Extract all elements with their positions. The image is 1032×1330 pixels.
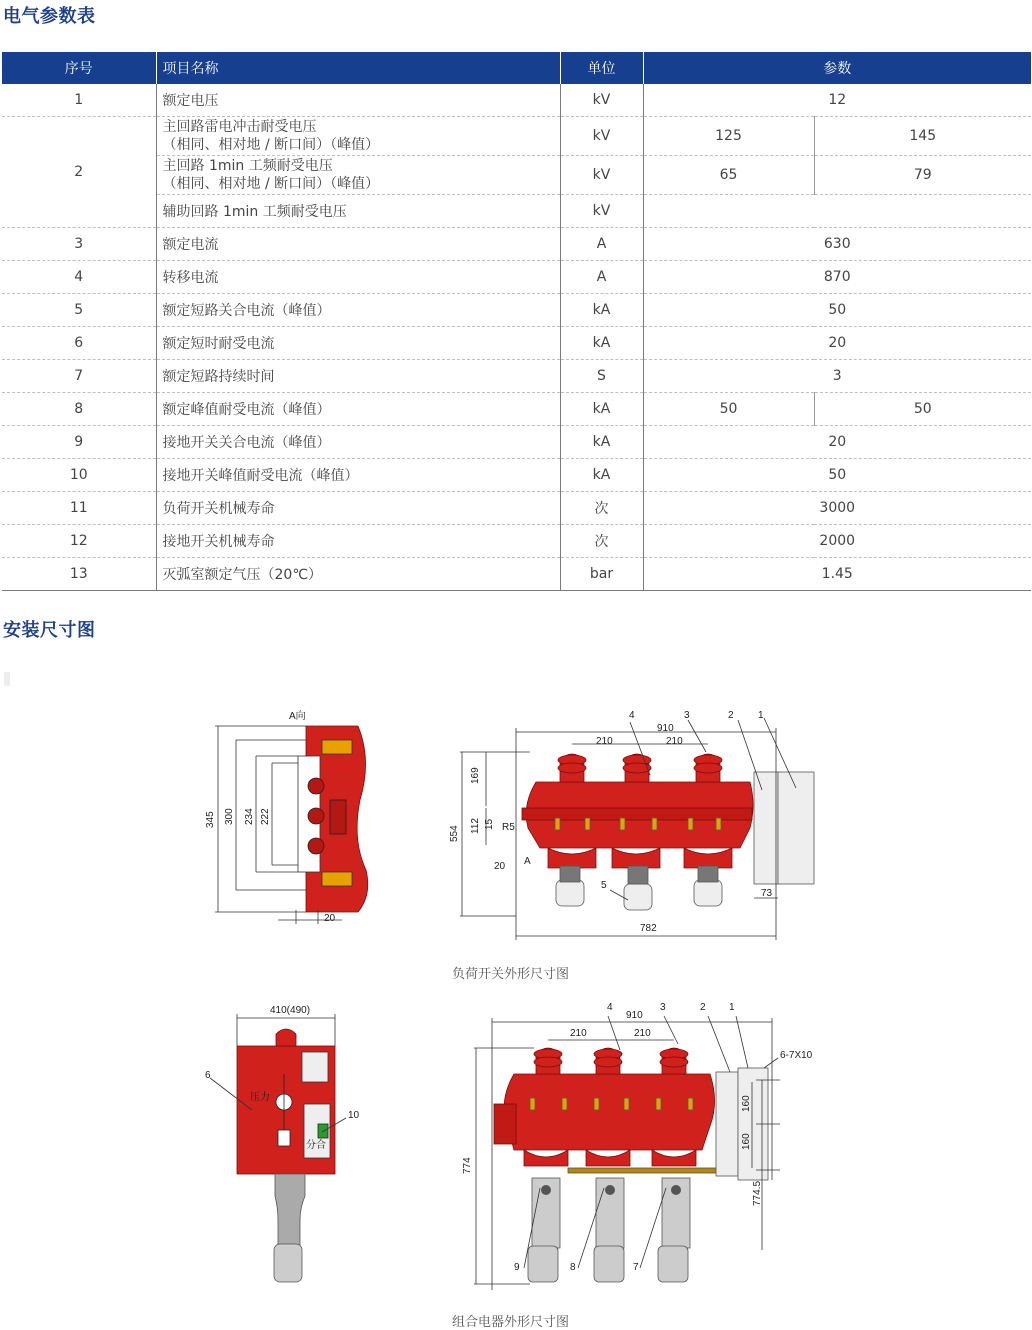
dim-20: 20 bbox=[324, 913, 336, 924]
row-no: 7 bbox=[2, 360, 156, 393]
row-value: 3000 bbox=[643, 492, 1031, 525]
row-name: 接地开关峰值耐受电流（峰值） bbox=[156, 459, 560, 492]
view-a-marker: A bbox=[524, 856, 531, 867]
dim-169: 169 bbox=[470, 767, 481, 784]
row-no: 3 bbox=[2, 228, 156, 261]
row-no: 2 bbox=[2, 117, 156, 228]
header-param: 参数 bbox=[643, 52, 1031, 84]
dim-15: 15 bbox=[484, 818, 495, 830]
row-value-2: 50 bbox=[814, 393, 1031, 426]
row-no: 10 bbox=[2, 459, 156, 492]
combined-apparatus-caption: 组合电器外形尺寸图 bbox=[452, 1315, 570, 1330]
row-unit: 次 bbox=[560, 492, 643, 525]
dim-r5: R5 bbox=[502, 822, 515, 833]
install-section-title: 安装尺寸图 bbox=[3, 620, 96, 641]
row-no: 9 bbox=[2, 426, 156, 459]
row-value-1: 65 bbox=[643, 156, 814, 195]
row-value: 1.45 bbox=[643, 558, 1031, 591]
row-value: 20 bbox=[643, 327, 1031, 360]
dim-774: 774 bbox=[462, 1157, 473, 1174]
row-unit: kV bbox=[560, 117, 643, 156]
row-value: 50 bbox=[643, 459, 1031, 492]
callout-3: 3 bbox=[684, 710, 690, 721]
row-name-line2: （相同、相对地 / 断口间）（峰值） bbox=[162, 176, 380, 192]
row-value: 630 bbox=[643, 228, 1031, 261]
row-unit: kV bbox=[560, 84, 643, 117]
row-value: 12 bbox=[643, 84, 1031, 117]
dim-160-b: 160 bbox=[741, 1133, 752, 1150]
dim-20-front: 20 bbox=[494, 861, 506, 872]
dim-782: 782 bbox=[640, 923, 657, 934]
header-unit: 单位 bbox=[560, 52, 643, 84]
row-name-line2: （相同、相对地 / 断口间）（峰值） bbox=[162, 137, 380, 153]
row-unit: kA bbox=[560, 294, 643, 327]
header-name: 项目名称 bbox=[156, 52, 560, 84]
callout-2-combo: 2 bbox=[700, 1002, 706, 1013]
row-value: 870 bbox=[643, 261, 1031, 294]
params-section-title: 电气参数表 bbox=[3, 6, 96, 27]
row-unit: A bbox=[560, 228, 643, 261]
row-unit: bar bbox=[560, 558, 643, 591]
row-value: 20 bbox=[643, 426, 1031, 459]
callout-3-combo: 3 bbox=[660, 1002, 666, 1013]
row-name: 额定短路关合电流（峰值） bbox=[156, 294, 560, 327]
side-view-label: A向 bbox=[289, 711, 306, 722]
row-unit: A bbox=[560, 261, 643, 294]
pressure-label: 压力 bbox=[250, 1092, 270, 1103]
row-unit: kA bbox=[560, 426, 643, 459]
row-unit: 次 bbox=[560, 525, 643, 558]
dim-410-490: 410(490) bbox=[270, 1005, 311, 1016]
dim-774-5: 774.5 bbox=[752, 1180, 763, 1206]
row-value-1: 125 bbox=[643, 117, 814, 156]
row-no: 1 bbox=[2, 84, 156, 117]
row-name: 额定峰值耐受电流（峰值） bbox=[156, 393, 560, 426]
row-name: 辅助回路 1min 工频耐受电压 bbox=[156, 195, 560, 228]
callout-1: 1 bbox=[758, 710, 764, 721]
callout-7: 7 bbox=[633, 1262, 639, 1273]
row-name: 额定电流 bbox=[156, 228, 560, 261]
dim-345: 345 bbox=[205, 811, 216, 828]
dim-910: 910 bbox=[657, 723, 674, 734]
row-unit: kV bbox=[560, 195, 643, 228]
dim-73: 73 bbox=[761, 888, 773, 899]
row-name: 负荷开关机械寿命 bbox=[156, 492, 560, 525]
row-no: 12 bbox=[2, 525, 156, 558]
dim-210-a: 210 bbox=[596, 736, 613, 747]
callout-8: 8 bbox=[570, 1262, 576, 1273]
dim-112: 112 bbox=[470, 818, 481, 834]
row-unit: kA bbox=[560, 459, 643, 492]
dim-300: 300 bbox=[224, 808, 235, 825]
dim-210-b: 210 bbox=[666, 736, 683, 747]
row-name: 接地开关机械寿命 bbox=[156, 525, 560, 558]
row-value-2: 79 bbox=[814, 156, 1031, 195]
row-value-1: 50 bbox=[643, 393, 814, 426]
row-name: 接地开关关合电流（峰值） bbox=[156, 426, 560, 459]
holes-note: 6-7X10 bbox=[780, 1050, 813, 1061]
dim-210-combo-a: 210 bbox=[570, 1028, 587, 1039]
callout-4-combo: 4 bbox=[607, 1002, 613, 1013]
header-no: 序号 bbox=[2, 52, 156, 84]
row-value: 2000 bbox=[643, 525, 1031, 558]
row-name: 额定短路持续时间 bbox=[156, 360, 560, 393]
row-name: 转移电流 bbox=[156, 261, 560, 294]
dim-222: 222 bbox=[260, 808, 271, 825]
row-name: 额定电压 bbox=[156, 84, 560, 117]
row-value: 3 bbox=[643, 360, 1031, 393]
row-no: 4 bbox=[2, 261, 156, 294]
callout-9: 9 bbox=[514, 1262, 520, 1273]
row-no: 11 bbox=[2, 492, 156, 525]
row-unit: S bbox=[560, 360, 643, 393]
dim-554: 554 bbox=[449, 825, 460, 842]
row-no: 6 bbox=[2, 327, 156, 360]
row-no: 5 bbox=[2, 294, 156, 327]
callout-1-combo: 1 bbox=[729, 1002, 735, 1013]
row-unit: kA bbox=[560, 393, 643, 426]
combined-apparatus-drawing bbox=[474, 1016, 780, 1290]
load-switch-caption: 负荷开关外形尺寸图 bbox=[452, 967, 570, 982]
row-name: 灭弧室额定气压（20℃） bbox=[156, 558, 560, 591]
dim-910-combo: 910 bbox=[626, 1010, 643, 1021]
dim-210-combo-b: 210 bbox=[634, 1028, 651, 1039]
row-unit: kV bbox=[560, 156, 643, 195]
dim-234: 234 bbox=[244, 808, 255, 825]
row-no: 13 bbox=[2, 558, 156, 591]
row-name-line1: 主回路 1min 工频耐受电压 bbox=[162, 158, 333, 174]
row-name: 额定短时耐受电流 bbox=[156, 327, 560, 360]
callout-2: 2 bbox=[728, 710, 734, 721]
row-unit: kA bbox=[560, 327, 643, 360]
callout-5: 5 bbox=[601, 880, 607, 891]
side-view-drawing bbox=[215, 726, 368, 924]
row-value: 50 bbox=[643, 294, 1031, 327]
row-name-line1: 主回路雷电冲击耐受电压 bbox=[162, 119, 317, 135]
callout-4: 4 bbox=[629, 710, 635, 721]
row-value-2: 145 bbox=[814, 117, 1031, 156]
callout-6: 6 bbox=[205, 1070, 211, 1081]
row-no: 8 bbox=[2, 393, 156, 426]
onoff-label: 分合 bbox=[306, 1140, 326, 1151]
callout-10: 10 bbox=[348, 1110, 360, 1121]
dim-160-a: 160 bbox=[741, 1095, 752, 1112]
